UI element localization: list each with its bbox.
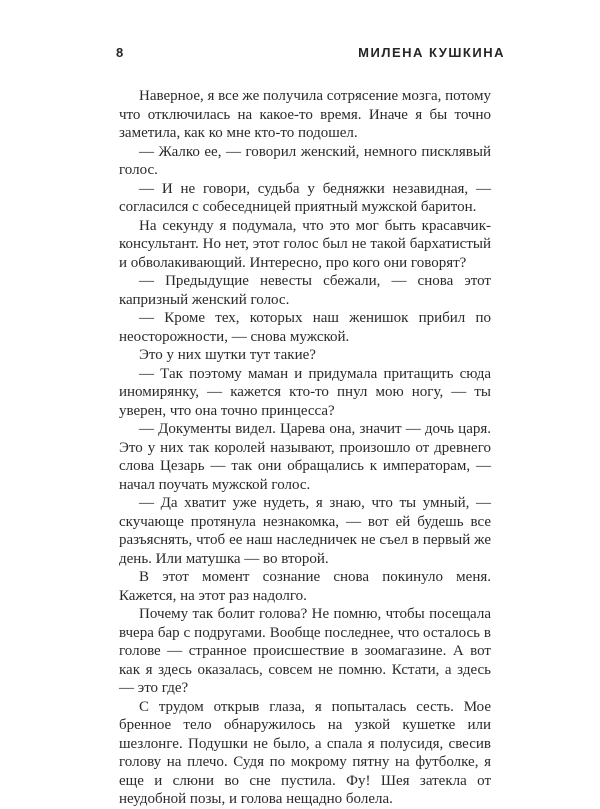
paragraph: В этот момент сознание снова покинуло меня. Кажется, на этот раз надолго.	[119, 569, 491, 604]
paragraph: — Да хватит уже нудеть, я знаю, что ты умный, — скучающе протянула незнакомка, — вот ей будешь все разъяснять, чтоб ее наш наследничек не съел в первый же день. Или матушка — во второй.	[119, 495, 491, 567]
page-header	[116, 45, 505, 65]
paragraph: Наверное, я все же получила сотрясение мозга, потому что отключилась на какое-то время. Иначе я бы точно заметила, как ко мне кто-то подошел.	[119, 88, 491, 141]
paragraph: — Жалко ее, — говорил женский, немного писклявый голос.	[119, 143, 491, 178]
running-head-author: МИЛЕНА КУШКИНА	[358, 45, 505, 60]
paragraph: На секунду я подумала, что это мог быть красавчик-консультант. Но нет, этот голос был не такой бархатистый и обволакивающий. Интересно, про кого они говорят?	[119, 217, 491, 271]
body-text	[119, 87, 491, 809]
paragraph: — Предыдущие невесты сбежали, — снова этот капризный женский голос.	[119, 273, 491, 308]
paragraph: — Так поэтому маман и придумала притащить сюда иномирянку, — кажется кто-то пнул мою ногу, — ты уверен, что она точно принцесса?	[119, 365, 491, 419]
paragraph: Почему так болит голова? Не помню, чтобы посещала вчера бар с подругами. Вообще последнее, что осталось в голове — странное происшествие в зоомагазине. А вот как я здесь оказалась, совсем не помню. Кстати, а здесь — это где?	[119, 606, 491, 696]
paragraph: — И не говори, судьба у бедняжки незавидная, — согласился с собеседницей приятный мужской баритон.	[119, 180, 491, 215]
paragraph: — Кроме тех, которых наш женишок прибил по неосторожности, — снова мужской.	[119, 310, 491, 345]
paragraph: Это у них шутки тут такие?	[139, 347, 316, 363]
paragraph: С трудом открыв глаза, я попыталась сесть. Мое бренное тело обнаружилось на узкой кушетке или шезлонге. Подушки не было, а спала я полусидя, свесив голову на плечо. Судя по мокрому пятну на футболке, я еще и слюни во сне пустила. Фу! Шея затекла от неудобной позы, и голова нещадно болела.	[119, 698, 491, 807]
paragraph: — Документы видел. Царева она, значит — дочь царя. Это у них так королей называют, произошло от древнего слова Цезарь — так они обращались к императорам, — начал поучать мужской голос.	[119, 421, 491, 493]
page-number: 8	[116, 45, 124, 60]
